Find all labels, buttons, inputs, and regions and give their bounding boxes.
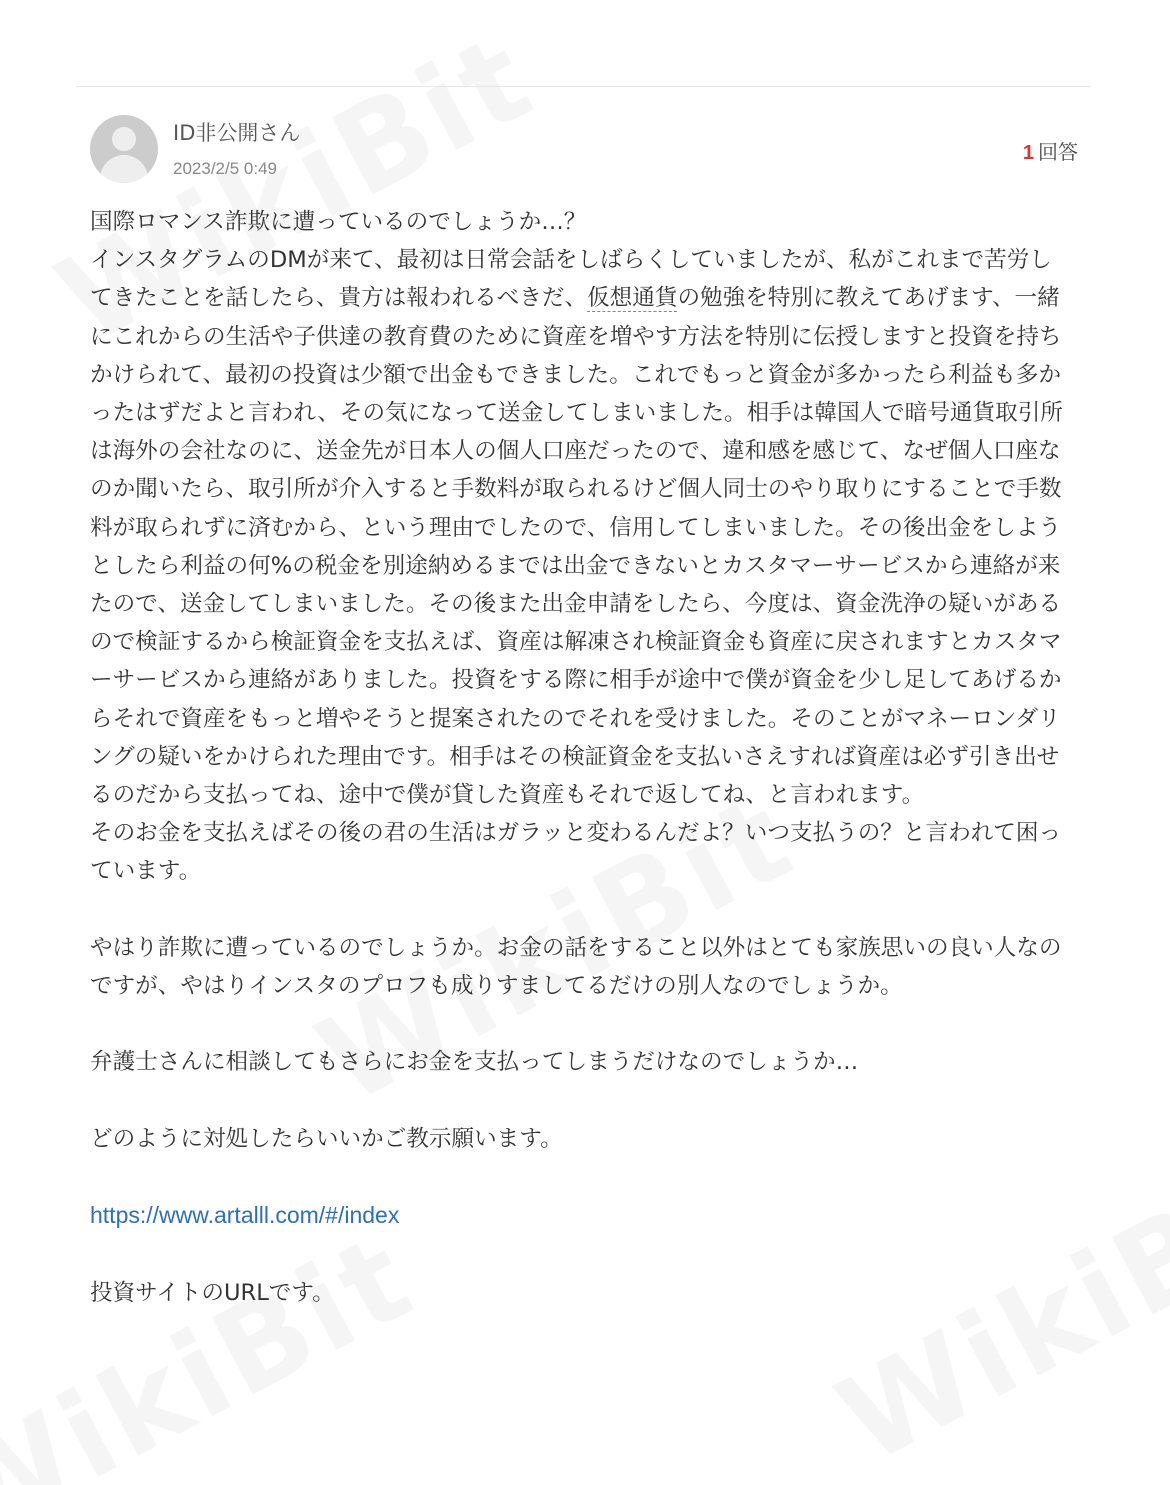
url-paragraph [90, 1196, 1070, 1235]
paragraph-gap [90, 1082, 1070, 1120]
question-body [90, 203, 1070, 1312]
answer-count-number: 1 [1022, 142, 1034, 164]
top-divider [76, 86, 1090, 87]
question-paragraph: 投資サイトのURLです。 [90, 1279, 335, 1306]
answer-count-label: 回答 [1038, 140, 1078, 164]
question-paragraph: 弁護士さんに相談してもさらにお金を支払ってしまうだけなのでしょうか… [90, 1049, 859, 1076]
question-title: 国際ロマンス詐欺に遭っているのでしょうか…？ [90, 209, 587, 235]
post-date: 2023/2/5 0:49 [173, 159, 277, 178]
question-text: インスタグラムのDMが来て、最初は日常会話をしばらくしていましたが、私がこれまで苦労してきたことを話したら、貴方は報われるべきだ、 [90, 247, 1052, 312]
avatar-body-shape [100, 155, 148, 183]
question-text: の勉強を特別に教えてあげます、一緒にこれからの生活や子供達の教育費のために資産を増やす方法を特別に伝授しますと投資を持ちかけられて、最初の投資は少額で出金もできました。これでもっと資金が多かったら利益も多かったはずだよと言われ、その気になって送金してしまいました。相手は韓国人で暗号通貨取引所は海外の会社なのに、送金先が日本人の個人口座だったので、違和感を感じて、なぜ個人口座なのか聞いたら、取引所が介入すると手数料が取られるけど個人同士のやり取りにすることで手数料が取られずに済むから、という理由でしたので、信用してしまいました。その後出金をしようとしたら利益の何%の税金を別途納めるまでは出金できないとカスタマーサービスから連絡が来たので、送金してしまいました。その後また出金申請をしたら、今度は、資金洗浄の疑いがあるので検証するから検証資金を支払えば、資産は解凍され検証資金も資産に戻されますとカスタマーサービスから連絡がありました。投資をする際に相手が途中で僕が資金を少し足してあげるからそれで資産をもっと増やそうと提案されたのでそれを受けました。そのことがマネーロンダリングの疑いをかけられた理由です。相手はその検証資金を支払いさえすれば資産は必ず引き出せるのだから支払ってね、途中で僕が貸した資産もそれで返してね、と言われます。 [90, 285, 1063, 809]
question-paragraph: そのお金を支払えばその後の君の生活はガラッと変わるんだよ？いつ支払うの？と言われて困っています。 [90, 820, 1062, 885]
paragraph-gap [90, 1235, 1070, 1273]
keyword-link[interactable]: 仮想通貨 [587, 285, 678, 312]
question-paragraph: どのように対処したらいいかご教示願います。 [90, 1125, 563, 1152]
question-paragraph: やはり詐欺に遭っているのでしょうか。お金の話をすること以外はとても家族思いの良い人なのですが、やはりインスタのプロフも成りすましてるだけの別人なのでしょうか。 [90, 934, 1062, 1000]
answer-count[interactable] [1023, 136, 1078, 165]
user-avatar[interactable] [90, 115, 158, 183]
paragraph-gap [90, 1005, 1070, 1043]
paragraph-gap [90, 891, 1070, 929]
user-name[interactable]: ID非公開さん [173, 121, 301, 145]
avatar-head-shape [112, 127, 136, 151]
paragraph-gap [90, 1158, 1070, 1196]
question-paragraph [90, 241, 1070, 814]
site-url-link[interactable]: https://www.artalll.com/#/index [90, 1202, 400, 1229]
